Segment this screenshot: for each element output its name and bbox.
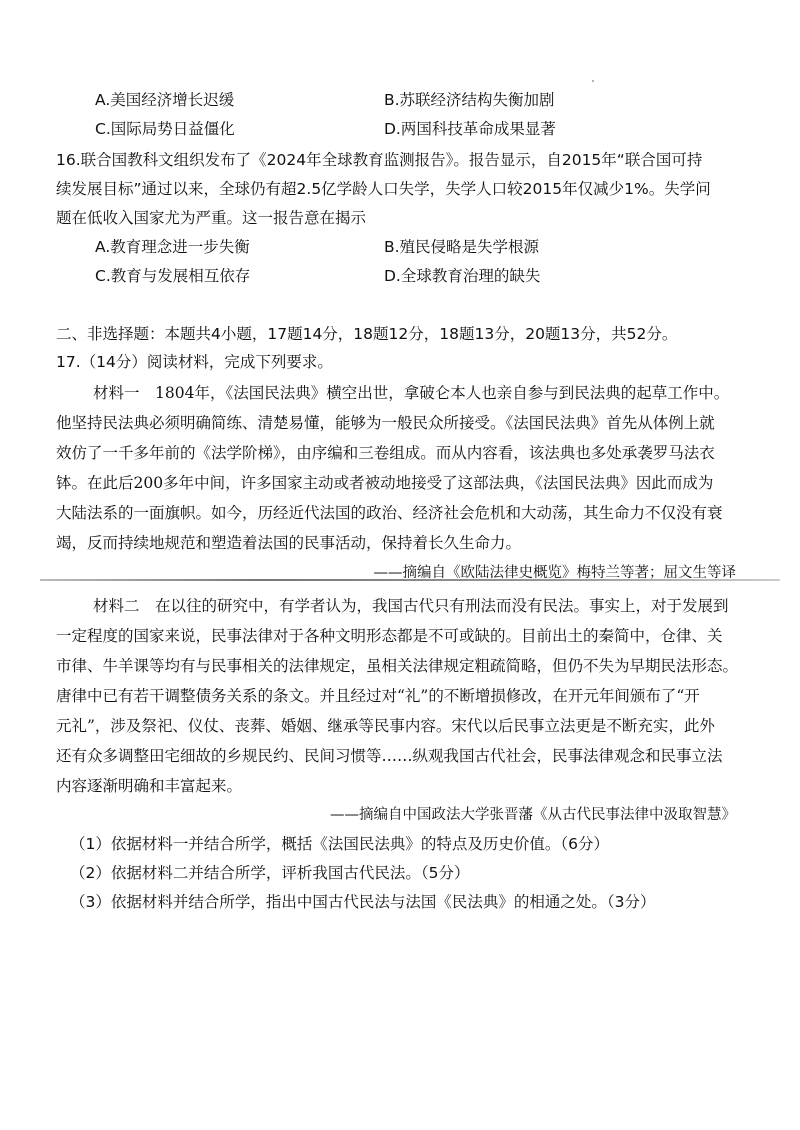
material-1-line-2: 他坚持民法典必须明确简练、清楚易懂，能够为一般民众所接受。《法国民法典》首先从体例上就 bbox=[56, 414, 715, 432]
q15-option-d: D.两国科技革命成果显著 bbox=[384, 120, 556, 138]
material-1-line-5: 大陆法系的一面旗帜。如今，历经近代法国的政治、经济社会危机和大动荡，其生命力不仅没有衰 bbox=[56, 504, 723, 522]
q16-stem-line-2: 续发展目标”通过以来，全球仍有超2.5亿学龄人口失学，失学人口较2015年仅减少1%。失学问 bbox=[56, 180, 711, 198]
q16-option-d: D.全球教育治理的缺失 bbox=[384, 267, 541, 285]
material-1-line-4: 钵。在此后200多年中间，许多国家主动或者被动地接受了这部法典，《法国民法典》因此而成为 bbox=[56, 474, 714, 492]
material-2-line-7: 内容逐渐明确和丰富起来。 bbox=[56, 777, 243, 795]
material-2-line-4: 唐律中已有若干调整债务关系的条文。并且经过对“礼”的不断增损修改，在开元年间颁布了“开 bbox=[56, 687, 700, 705]
q16-option-a: A.教育理念进一步失衡 bbox=[95, 238, 250, 256]
material-2-line-3: 市律、牛羊课等均有与民事相关的法律规定，虽相关法律规定粗疏简略，但仍不失为早期民法形态。 bbox=[56, 657, 739, 675]
q15-option-c: C.国际局势日益僵化 bbox=[95, 120, 235, 138]
q16-stem-line-3: 题在低收入国家尤为严重。这一报告意在揭示 bbox=[56, 209, 367, 227]
q15-option-b: B.苏联经济结构失衡加剧 bbox=[384, 91, 555, 109]
material-1-source: ——摘编自《欧陆法律史概览》梅特兰等著；屈文生等译 bbox=[373, 565, 736, 581]
scan-speck bbox=[592, 80, 594, 82]
section-2-header: 二、非选择题：本题共4小题，17题14分，18题12分，18题13分，20题13分，共52分。 bbox=[56, 325, 678, 343]
material-1-line-3: 效仿了一千多年前的《法学阶梯》，由序编和三卷组成。而从内容看，该法典也多处承袭罗马法衣 bbox=[56, 444, 715, 462]
material-1-line-1: 材料一 1804年，《法国民法典》横空出世，拿破仑本人也亲自参与到民法典的起草工作中。 bbox=[93, 384, 730, 402]
material-2-line-1: 材料二 在以往的研究中，有学者认为，我国古代只有刑法而没有民法。事实上，对于发展到 bbox=[93, 597, 729, 615]
material-2-line-6: 还有众多调整田宅细故的乡规民约、民间习惯等……纵观我国古代社会，民事法律观念和民事立法 bbox=[56, 747, 723, 765]
q17-intro: 17.（14分）阅读材料，完成下列要求。 bbox=[56, 353, 333, 371]
q17-sub-question-1: （1）依据材料一并结合所学，概括《法国民法典》的特点及历史价值。（6分） bbox=[70, 835, 609, 853]
material-2-line-2: 一定程度的国家来说，民事法律对于各种文明形态都是不可或缺的。目前出土的秦简中，仓律、关 bbox=[56, 627, 723, 645]
q16-stem-line-1: 16.联合国教科文组织发布了《2024年全球教育监测报告》。报告显示，自2015年“联合国可持 bbox=[56, 151, 703, 169]
q17-sub-question-2: （2）依据材料二并结合所学，评析我国古代民法。（5分） bbox=[70, 864, 470, 882]
material-2-source: ——摘编自中国政法大学张晋藩《从古代民事法律中汲取智慧》 bbox=[330, 807, 736, 823]
q16-option-c: C.教育与发展相互依存 bbox=[95, 267, 251, 285]
material-2-line-5: 元礼”，涉及祭祀、仪仗、丧葬、婚姻、继承等民事内容。宋代以后民事立法更是不断充实，此外 bbox=[56, 717, 715, 735]
material-1-line-6: 竭，反而持续地规范和塑造着法国的民事活动，保持着长久生命力。 bbox=[56, 534, 522, 552]
q15-option-a: A.美国经济增长迟缓 bbox=[95, 91, 235, 109]
q17-sub-question-3: （3）依据材料并结合所学，指出中国古代民法与法国《民法典》的相通之处。（3分） bbox=[70, 893, 656, 911]
q16-option-b: B.殖民侵略是失学根源 bbox=[384, 238, 540, 256]
